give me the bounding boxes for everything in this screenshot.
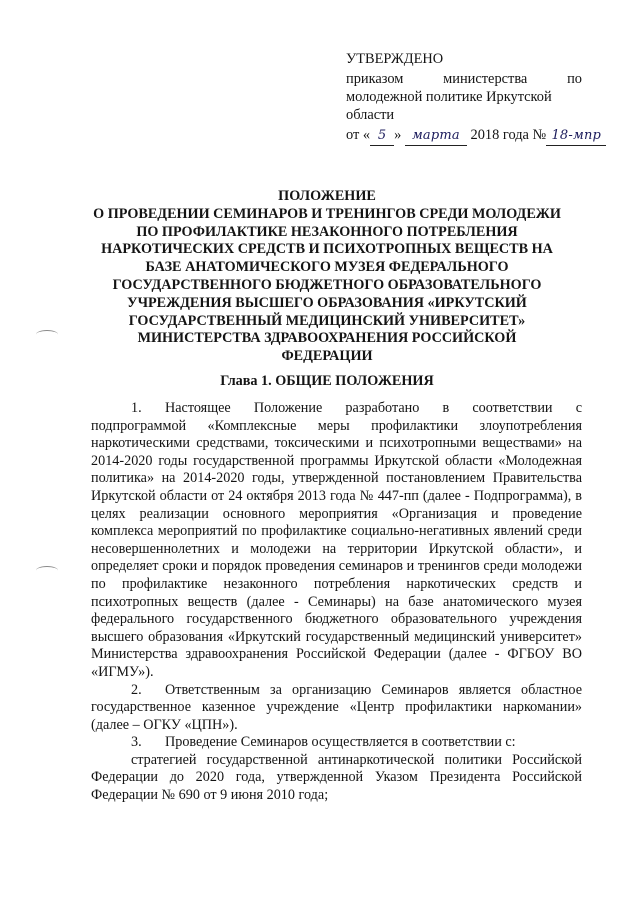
approval-date-line: [346, 126, 602, 146]
chapter-heading: Глава 1. ОБЩИЕ ПОЛОЖЕНИЯ: [220, 373, 434, 389]
document-body: [91, 400, 582, 805]
title-line: ПОЛОЖЕНИЕ: [278, 188, 376, 204]
handwritten-number: 18-мпр: [546, 127, 606, 146]
subparagraph: стратегией государственной антинаркотической политики Российской Федерации до 2020 года, утвержденной Указом Президента Российской Федерации № 690 от 9 июня 2010 года;: [91, 751, 582, 804]
approval-line-3: области: [346, 107, 395, 123]
paragraph-text: Ответственным за организацию Семинаров является областное государственное казенное учреждение «Центр профилактики наркомании» (далее – ОГКУ «ЦПН»).: [91, 681, 582, 733]
paragraph-number: 2.: [131, 681, 142, 698]
approval-title: УТВЕРЖДЕНО: [346, 51, 444, 67]
punch-mark: [36, 566, 58, 575]
approval-line-2: молодежной политике Иркутской: [346, 89, 552, 105]
approval-block: [346, 50, 602, 146]
punch-mark: [36, 330, 58, 339]
title-line: ГОСУДАРСТВЕННОГО БЮДЖЕТНОГО ОБРАЗОВАТЕЛЬНОГО: [112, 276, 542, 293]
paragraph-text: Проведение Семинаров осуществляется в соответствии с:: [165, 734, 516, 751]
paragraph-3: [91, 734, 582, 752]
title-line: БАЗЕ АНАТОМИЧЕСКОГО МУЗЕЯ ФЕДЕРАЛЬНОГО: [145, 259, 509, 276]
title-line: УЧРЕЖДЕНИЯ ВЫСШЕГО ОБРАЗОВАНИЯ «ИРКУТСКИЙ: [127, 294, 527, 311]
title-line: НАРКОТИЧЕСКИХ СРЕДСТВ И ПСИХОТРОПНЫХ ВЕЩЕСТВ НА: [101, 241, 553, 258]
document-title: [92, 188, 562, 366]
paragraph-1: [91, 400, 582, 682]
paragraph-number: 3.: [131, 734, 142, 751]
title-line: ФЕДЕРАЦИИ: [281, 348, 373, 365]
title-line: ПО ПРОФИЛАКТИКЕ НЕЗАКОННОГО ПОТРЕБЛЕНИЯ: [136, 223, 518, 240]
paragraph-number: 1.: [131, 400, 142, 416]
date-prefix: от «: [346, 127, 371, 143]
title-line: О ПРОВЕДЕНИИ СЕМИНАРОВ И ТРЕНИНГОВ СРЕДИ МОЛОДЕЖИ: [93, 205, 561, 222]
date-quote-close: »: [394, 127, 402, 143]
date-year-text: 2018 года №: [470, 127, 547, 143]
paragraph-2: [91, 682, 582, 735]
title-line: МИНИСТЕРСТВА ЗДРАВООХРАНЕНИЯ РОССИЙСКОЙ: [137, 330, 517, 347]
approval-line-1: приказом министерства по: [346, 71, 582, 87]
paragraph-text: Настоящее Положение разработано в соответствии с подпрограммой «Комплексные меры профилактики злоупотребления наркотическими средствами, токсическими и психотропными веществами» на 2014-2020 годы государственной программы Иркутской области «Молодежная политика» на 2014-2020 годы, утвержденной постановлением Правительства Иркутской области от 24 октября 2013 года № 447-пп (далее - Подпрограмма), в целях реализации основного мероприятия «Организация и проведение комплекса мероприятий по профилактике социально-негативных явлений среди несовершеннолетних и молодежи на территории Иркутской области», и определяет сроки и порядок проведения семинаров и тренингов среди молодежи по профилактике незаконного потребления наркотических средств и психотропных веществ (далее - Семинары) на базе анатомического музея федерального государственного бюджетного образовательного учреждения высшего образования «Иркутский государственный медицинский университет» Министерства здравоохранения Российской Федерации (далее - ФГБОУ ВО «ИГМУ»).: [91, 400, 582, 680]
handwritten-month: марта: [405, 127, 467, 146]
handwritten-day: 5: [370, 127, 394, 146]
title-line: ГОСУДАРСТВЕННЫЙ МЕДИЦИНСКИЙ УНИВЕРСИТЕТ»: [128, 312, 526, 329]
